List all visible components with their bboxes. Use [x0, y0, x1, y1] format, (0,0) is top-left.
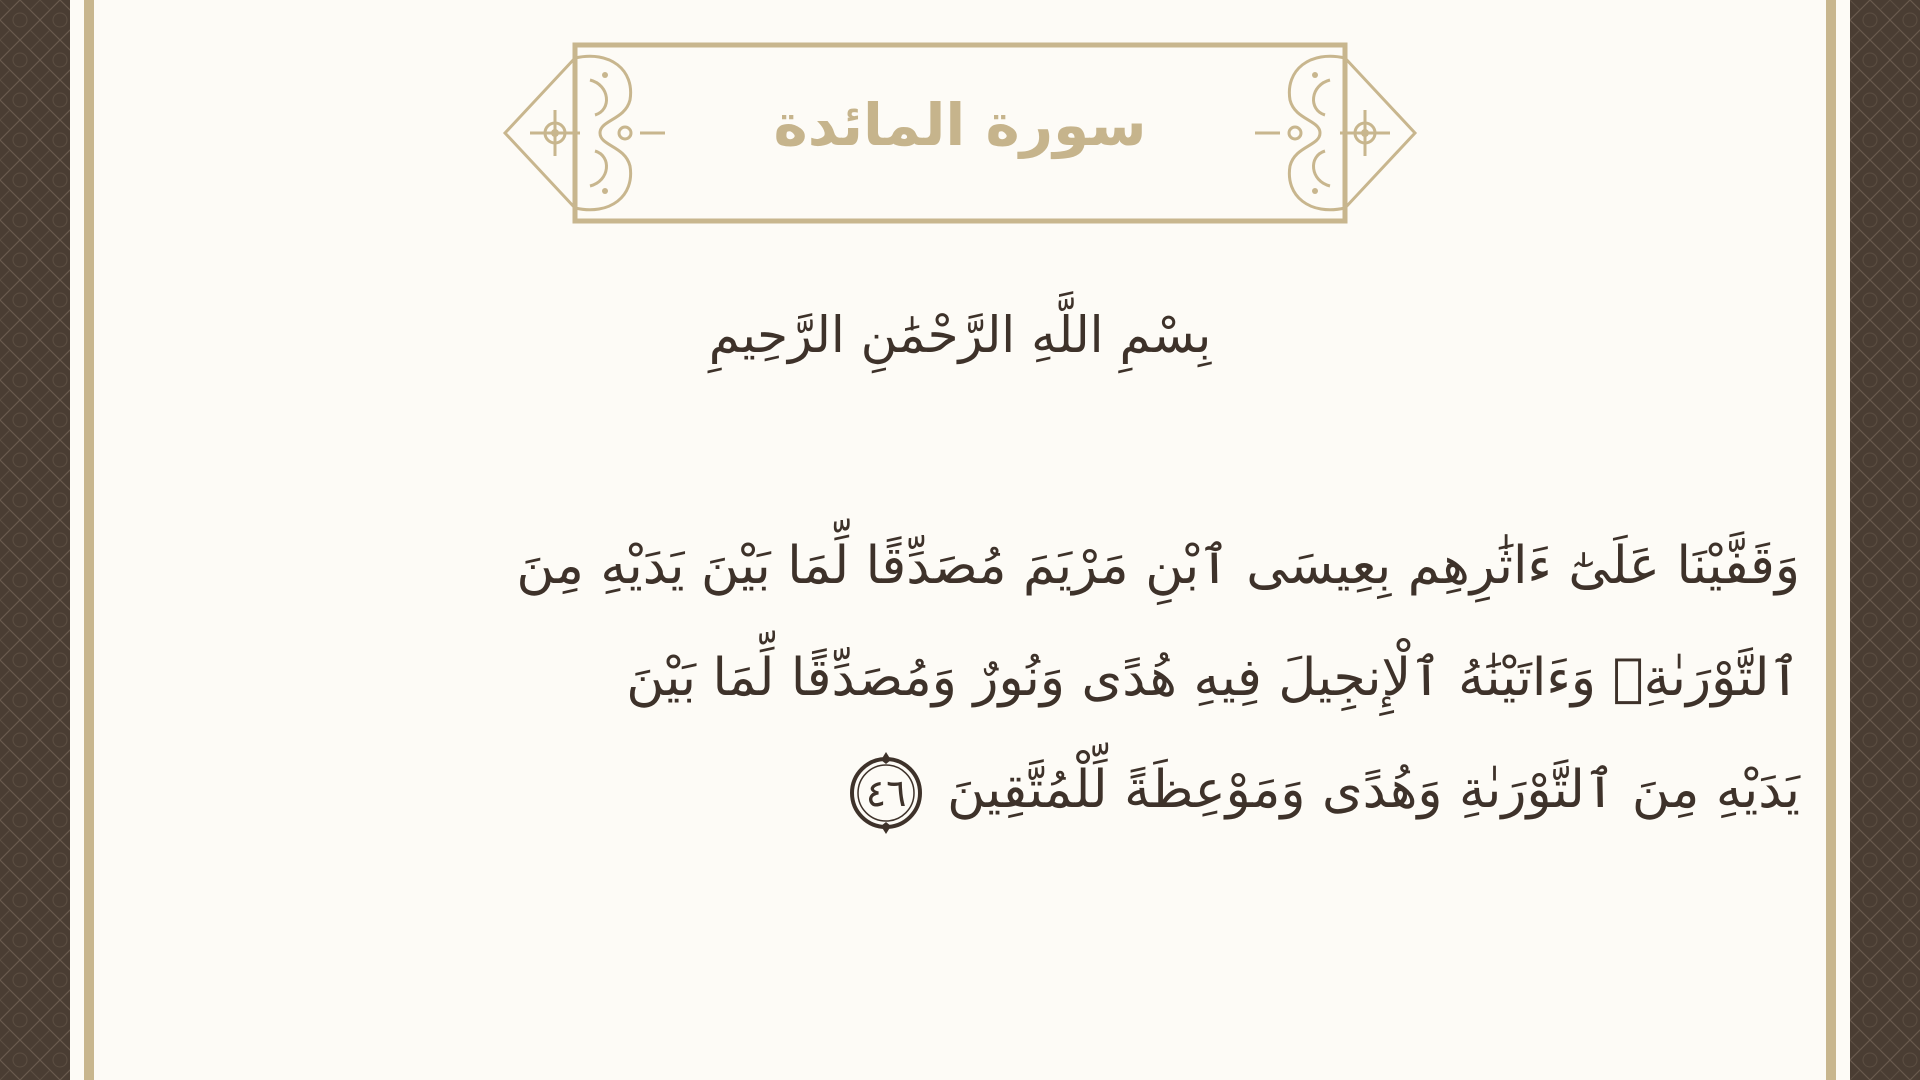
- right-pattern-border: [1850, 0, 1920, 1080]
- verse-line: ٱلتَّوْرَىٰةِۖ وَءَاتَيْنَٰهُ ٱلْإِنجِيلَ فِيهِ هُدًى وَنُورٌ وَمُصَدِّقًا لِّمَا بَيْنَ: [626, 648, 1800, 708]
- left-gold-rule: [84, 0, 94, 1080]
- verse-line: وَقَفَّيْنَا عَلَىٰٓ ءَاثَٰرِهِم بِعِيسَى ٱبْنِ مَرْيَمَ مُصَدِّقًا لِّمَا بَيْنَ يَدَيْهِ مِنَ: [516, 536, 1800, 596]
- basmala: بِسْمِ اللَّهِ الرَّحْمَٰنِ الرَّحِيمِ: [708, 306, 1212, 364]
- ayah-number: ٤٦: [865, 771, 907, 815]
- right-gold-rule: [1826, 0, 1836, 1080]
- left-pattern-border: [0, 0, 70, 1080]
- surah-title: سورة المائدة: [773, 91, 1147, 159]
- verse-line-text: يَدَيْهِ مِنَ ٱلتَّوْرَىٰةِ وَهُدًى وَمَوْعِظَةً لِّلْمُتَّقِينَ: [947, 760, 1800, 820]
- geometric-pattern-icon: [1850, 0, 1920, 1080]
- geometric-pattern-icon: [0, 0, 70, 1080]
- verse-text: [300, 510, 1800, 846]
- verse-line-last: [300, 734, 1800, 846]
- ayah-end-marker: [843, 750, 929, 836]
